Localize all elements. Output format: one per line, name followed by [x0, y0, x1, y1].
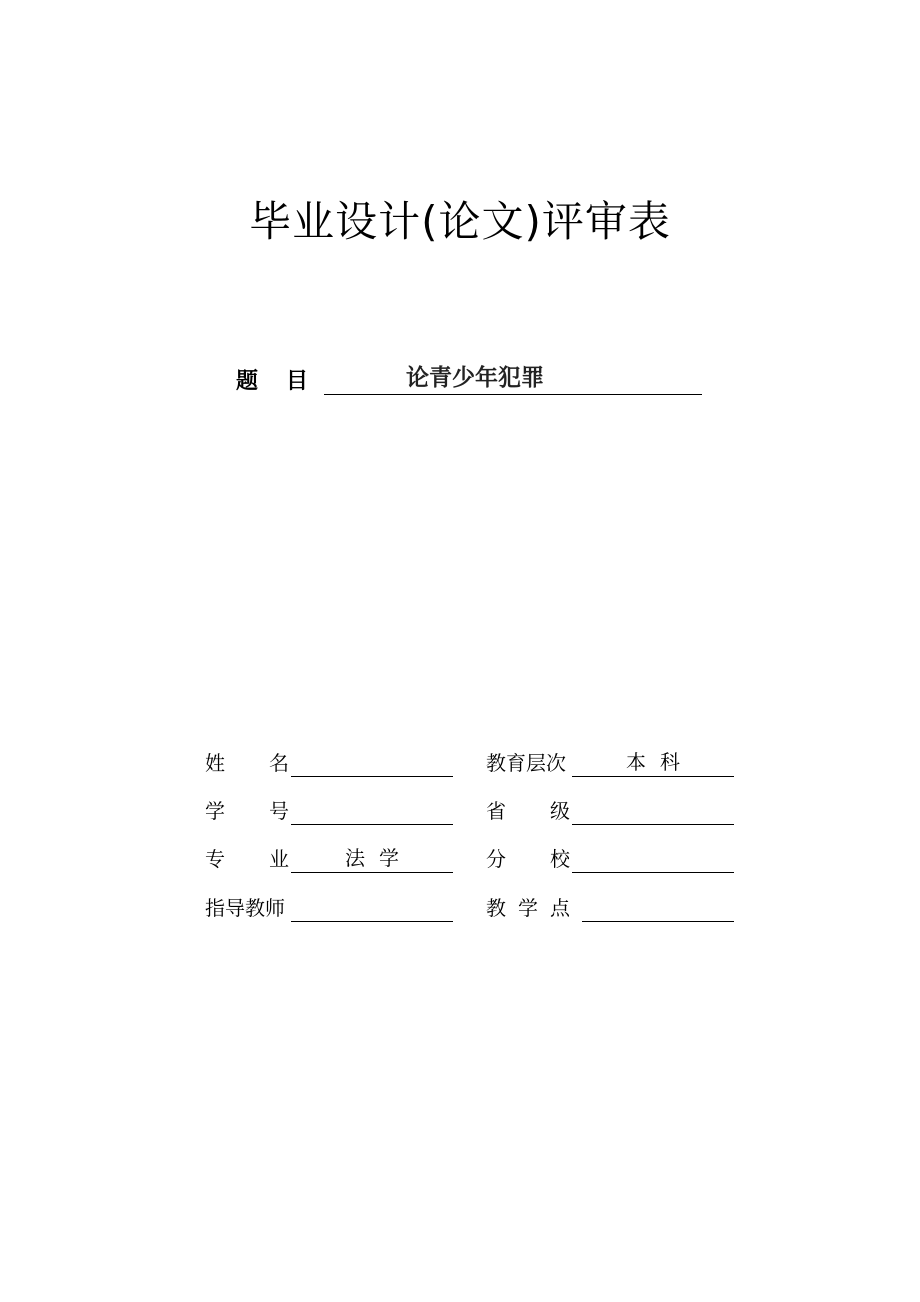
field-branch-school-line[interactable]	[572, 844, 734, 873]
field-advisor-label: 指导教师	[205, 896, 285, 920]
field-advisor-line[interactable]	[291, 893, 453, 922]
field-education-level-label: 教育层次	[486, 751, 566, 775]
topic-row	[236, 362, 706, 402]
field-teaching-point	[486, 893, 736, 923]
field-name-label: 姓名	[205, 751, 333, 775]
page-title: 毕业设计(论文)评审表	[249, 197, 671, 246]
field-student-id	[205, 796, 455, 826]
field-branch-school	[486, 844, 736, 874]
field-province-label: 省级	[486, 799, 614, 823]
field-education-level-line[interactable]	[572, 748, 734, 777]
topic-underline	[324, 362, 702, 395]
field-education-level-value: 本科	[626, 750, 694, 774]
field-student-id-line[interactable]	[291, 796, 453, 825]
field-major	[205, 844, 455, 874]
field-education-level	[486, 748, 736, 778]
field-province-line[interactable]	[572, 796, 734, 825]
field-major-value: 法学	[345, 846, 413, 870]
field-teaching-point-line[interactable]	[582, 893, 734, 922]
field-student-id-label: 学号	[205, 799, 333, 823]
topic-value: 论青少年犯罪	[406, 365, 544, 391]
topic-label: 题目	[236, 369, 337, 394]
field-teaching-point-label: 教学点	[486, 896, 582, 920]
field-advisor	[205, 893, 455, 923]
field-major-label: 专业	[205, 847, 333, 871]
field-branch-school-label: 分校	[486, 847, 614, 871]
field-name-line[interactable]	[291, 748, 453, 777]
field-major-line[interactable]	[291, 844, 453, 873]
field-province	[486, 796, 736, 826]
field-name	[205, 748, 455, 778]
